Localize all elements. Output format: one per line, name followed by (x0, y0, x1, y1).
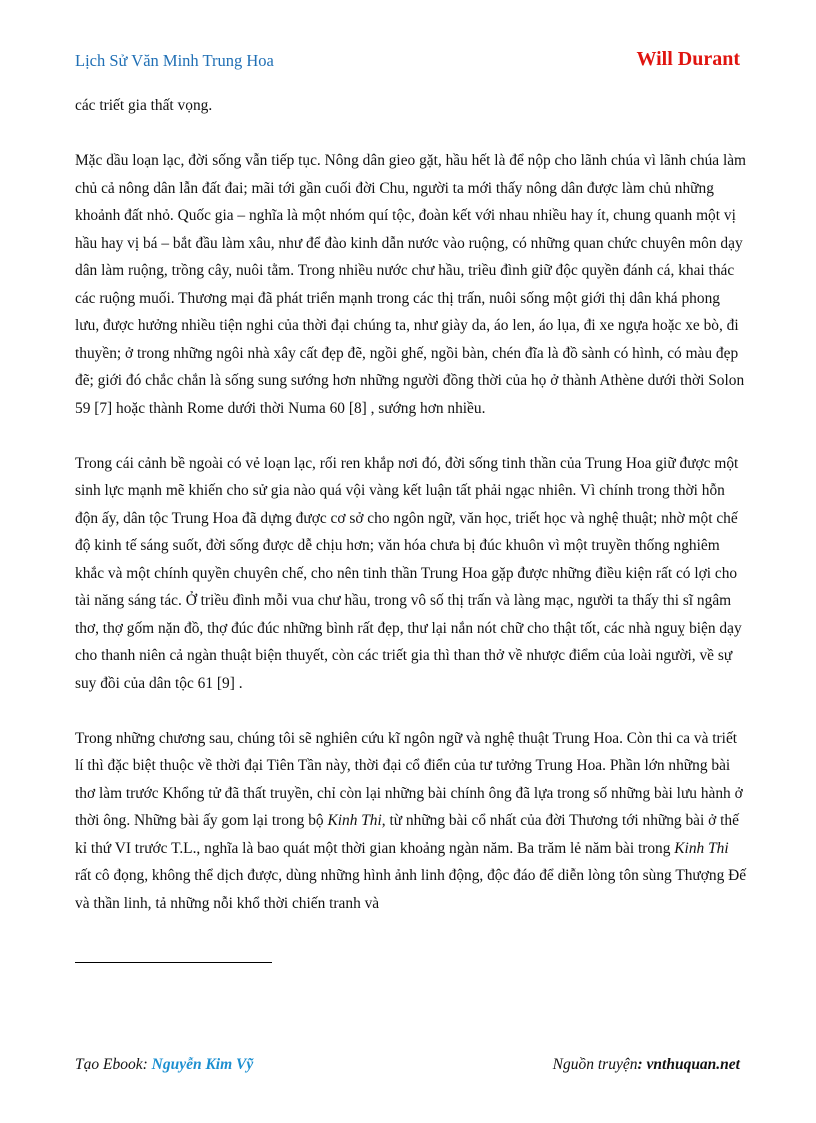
paragraph-3-part-a: Trong những chương sau, chúng tôi sẽ nghiên cứu kĩ ngôn ngữ và nghệ thuật Trung Hoa. Còn thi ca và triết lí thì đặc biệt thuộc về thời đại Tiên Tần này, thời đại cổ điển của tư tưởng Trung Hoa. Phần lớn những bài thơ làm trước Khổng tử đã thất truyền, chỉ còn lại những bài chính ông đã lựa trong số những bài lưu hành ở thời ông. Những bài ấy gom lại trong bộ (75, 729, 743, 829)
source-site: vnthuquan.net (646, 1056, 740, 1073)
paragraph-continuation: các triết gia thất vọng. (75, 97, 213, 114)
ebook-separator: : (142, 1056, 152, 1073)
author-name: Will Durant (636, 48, 740, 70)
page-body (75, 92, 747, 917)
footer-source-credit (553, 1056, 740, 1074)
source-label: Nguồn truyện (552, 1056, 638, 1073)
book-title: Lịch Sử Văn Minh Trung Hoa (75, 51, 274, 70)
paragraph-3-part-c: rất cô đọng, không thể dịch được, dùng những hình ảnh linh động, độc đáo để diễn lòng tôn sùng Thượng Đế và thần linh, tả những nỗi khổ thời chiến tranh và (75, 867, 747, 912)
paragraph-2: Trong cái cảnh bề ngoài có vẻ loạn lạc, rối ren khắp nơi đó, đời sống tinh thần của Trung Hoa giữ được một sinh lực mạnh mẽ khiến cho sử gia nào quá vội vàng kết luận tất phải ngạc nhiên. Vì chính trong thời hỗn độn ấy, dân tộc Trung Hoa đã dựng được cơ sở cho ngôn ngữ, văn học, triết học và nghệ thuật; nhờ một chế độ kinh tế sáng suốt, đời sống được dễ chịu hơn; văn hóa chưa bị đúc khuôn vì một truyền thống nghiêm khắc và một chính quyền chuyên chế, cho nên tinh thần Trung Hoa gặp được những điều kiện rất có lợi cho tài năng sáng tác. Ở triều đình mỗi vua chư hầu, trong vô số thị trấn và làng mạc, người ta thấy thi sĩ ngâm thơ, thợ gốm nặn đồ, thợ đúc đúc những bình rất đẹp, thư lại nắn nót chữ cho thật tốt, các nhà nguỵ biện dạy cho thanh niên cả ngàn thuật biện thuyết, còn các triết gia thì than thở về nhược điểm của loài người, về sự suy đồi của dân tộc 61 [9] . (75, 454, 742, 692)
source-separator: : (637, 1056, 647, 1073)
footnote-divider (75, 962, 272, 963)
footer-ebook-credit (75, 1056, 253, 1074)
book-title-kinh-thi-2: Kinh Thi (674, 839, 729, 857)
paragraph-3-part-b: , từ những bài cổ nhất của đời Thương tới những bài ở thế kỉ thứ VI trước T.L., nghĩa là bao quát một thời gian khoảng ngàn năm. Ba trăm lẻ năm bài trong (75, 812, 739, 857)
paragraph-3 (75, 725, 747, 918)
book-title-kinh-thi: Kinh Thi (327, 812, 382, 829)
ebook-label: Tạo Ebook (75, 1056, 143, 1073)
ebook-creator-name: Nguyễn Kim Vỹ (151, 1056, 254, 1073)
paragraph-1: Mặc dầu loạn lạc, đời sống vẫn tiếp tục. Nông dân gieo gặt, hầu hết là để nộp cho lãnh chúa vì lãnh chúa làm chủ cả nông dân lẫn đất đai; mãi tới gần cuối đời Chu, người ta mới thấy nông dân được làm chủ những khoảnh đất nhỏ. Quốc gia – nghĩa là một nhóm quí tộc, đoàn kết với nhau nhiều hay ít, chung quanh một vị hầu hay vị bá – bắt đầu làm xâu, như để đào kinh dẫn nước vào ruộng, có những quan chức chuyên môn dạy dân làm ruộng, trồng cây, nuôi tằm. Trong nhiều nước chư hầu, triều đình giữ độc quyền đánh cá, khai thác các ruộng muối. Thương mại đã phát triển mạnh trong các thị trấn, nuôi sống một giới thị dân khá phong lưu, được hưởng nhiều tiện nghi của thời đại chúng ta, như giày da, áo len, áo lụa, đi xe ngựa hoặc xe bò, đi thuyền; ở trong những ngôi nhà xây cất đẹp đẽ, ngồi ghế, ngồi bàn, chén đĩa là đồ sành có hình, có màu đẹp đẽ; giới đó chắc chắn là sống sung sướng hơn những người đồng thời của họ ở thành Athène dưới thời Solon 59 [7] hoặc thành Rome dưới thời Numa 60 [8] , sướng hơn nhiều. (75, 152, 747, 417)
